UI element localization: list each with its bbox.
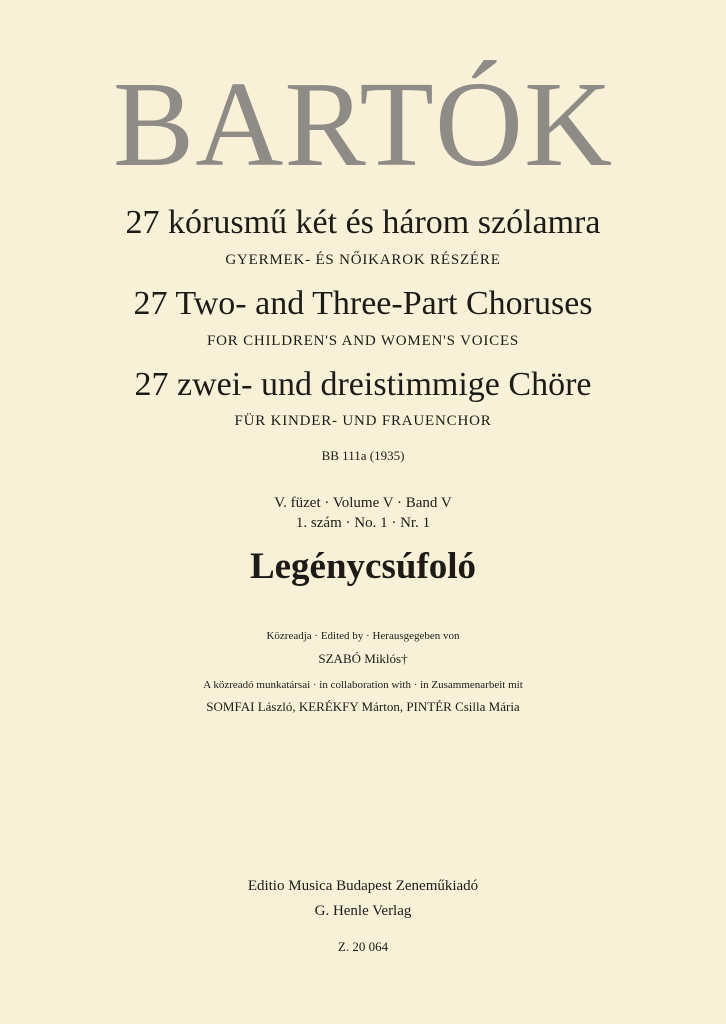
title-hungarian: 27 kórusmű két és három szólamra (125, 204, 601, 241)
title-german: 27 zwei- und dreistimmige Chöre (134, 366, 592, 403)
publisher-line-2: G. Henle Verlag (314, 903, 412, 919)
edited-by-label: Közreadja · Edited by · Herausgegeben von (266, 630, 460, 642)
subtitle-english: FOR CHILDREN'S AND WOMEN'S VOICES (206, 333, 520, 349)
work-title: Legénycsúfoló (249, 546, 477, 587)
collaboration-label: A közreadó munkatársai · in collaboration with · in Zusammenarbeit mit (203, 679, 523, 691)
collaborator-names: SOMFAI László, KERÉKFY Márton, PINTÉR Csilla Mária (206, 699, 520, 714)
plate-number: Z. 20 064 (337, 939, 389, 954)
title-english: 27 Two- and Three-Part Choruses (133, 285, 593, 322)
editor-name: SZABÓ Miklós† (318, 651, 408, 666)
volume-label: V. füzet · Volume V · Band V (274, 495, 452, 511)
subtitle-hungarian: GYERMEK- ÉS NŐIKAROK RÉSZÉRE (225, 252, 501, 268)
composer-name: BARTÓK (112, 57, 614, 192)
catalog-number: BB 111a (1935) (321, 448, 405, 463)
number-label: 1. szám · No. 1 · Nr. 1 (295, 515, 431, 531)
publisher-line-1: Editio Musica Budapest Zeneműkiadó (247, 878, 479, 894)
subtitle-german: FÜR KINDER- UND FRAUENCHOR (234, 413, 492, 429)
